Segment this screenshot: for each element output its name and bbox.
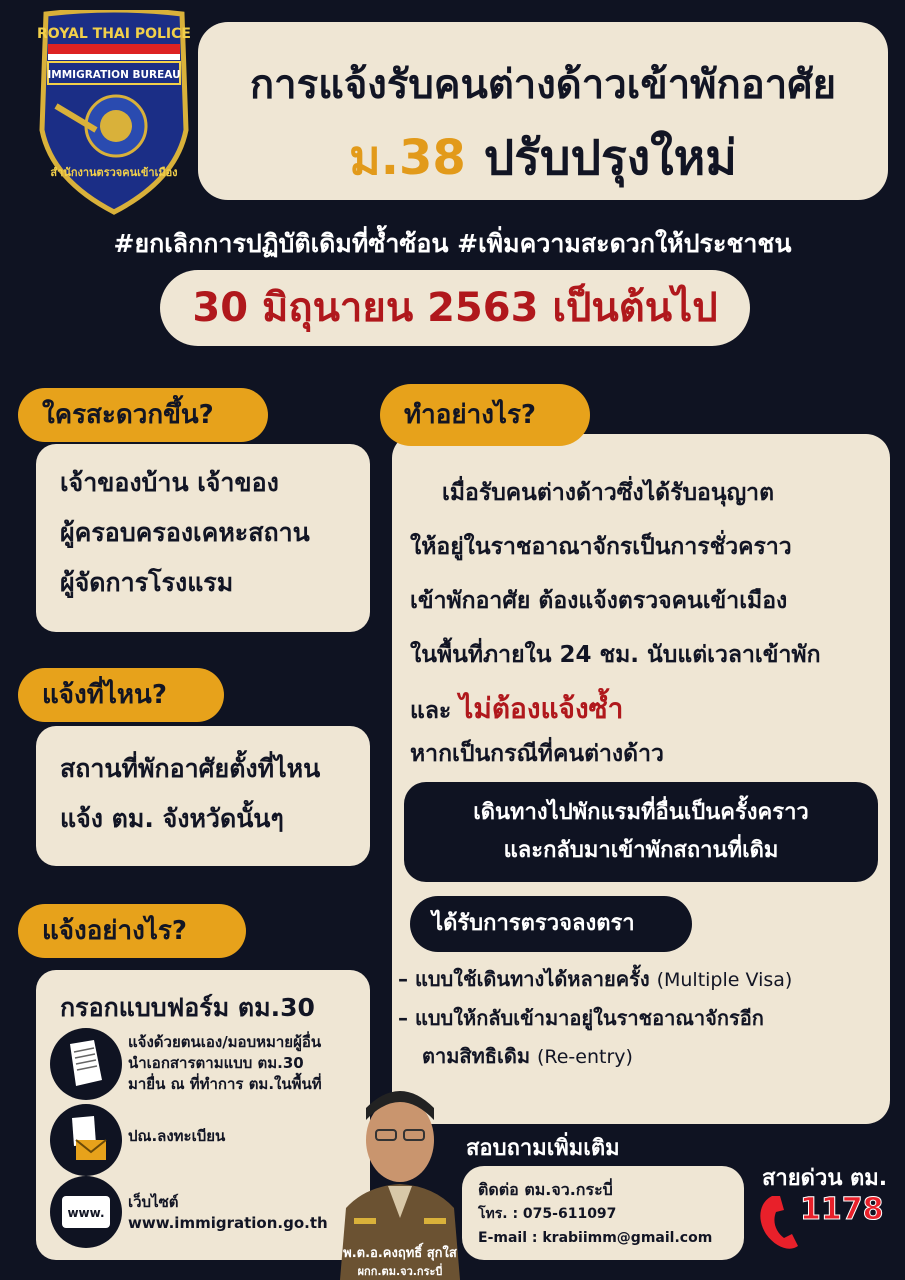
travel-condition-box — [404, 782, 878, 882]
how-line: ให้อยู่ในราชอาณาจักรเป็นการชั่วคราว — [410, 534, 792, 560]
how-line — [410, 682, 880, 738]
and-text: และ — [410, 698, 452, 724]
where-heading: แจ้งที่ไหน? — [18, 668, 224, 722]
visa-item — [398, 960, 888, 999]
visa-item-th: – แบบให้กลับเข้ามาอยู่ในราชอาณาจักรอีก — [398, 1006, 764, 1030]
form-panel — [36, 970, 370, 1260]
visa-item-en: (Multiple Visa) — [656, 969, 793, 991]
form-item-line: มายื่น ณ ที่ทำการ ตม.ในพื้นที่ — [128, 1075, 322, 1093]
hotline-number[interactable]: 1178 — [800, 1192, 884, 1227]
case-text: หากเป็นกรณีที่คนต่างด้าว — [410, 741, 664, 767]
effective-date: 30 มิถุนายน 2563 เป็นต้นไป — [160, 270, 750, 346]
visa-item-th: – แบบใช้เดินทางได้หลายครั้ง — [398, 967, 650, 991]
how-paragraph — [410, 466, 880, 738]
no-repeat-text: ไม่ต้องแจ้งซ้ำ — [459, 692, 624, 725]
contact-box — [462, 1166, 744, 1260]
document-icon — [50, 1028, 122, 1100]
how-panel — [392, 434, 890, 1124]
title-line-2 — [198, 120, 888, 196]
how-line: เข้าพักอาศัย ต้องแจ้งตรวจคนเข้าเมือง — [410, 588, 788, 614]
hotline-label: สายด่วน ตม. — [762, 1166, 888, 1191]
website-item-text — [128, 1192, 328, 1234]
visa-item-en: (Re-entry) — [536, 1046, 633, 1068]
visa-list — [398, 960, 888, 1076]
title-section-number: ม.38 — [349, 130, 466, 186]
title-line-1: การแจ้งรับคนต่างด้าวเข้าพักอาศัย — [249, 62, 837, 108]
who-heading: ใครสะดวกขึ้น? — [18, 388, 268, 442]
visa-item-th: ตามสิทธิเดิม — [422, 1044, 531, 1068]
how-line: เมื่อรับคนต่างด้าวซึ่งได้รับอนุญาต — [442, 480, 775, 506]
travel-condition-line: และกลับมาเข้าพักสถานที่เดิม — [503, 838, 779, 863]
who-line: เจ้าของบ้าน เจ้าของ — [60, 468, 279, 497]
badge-top-text: ROYAL THAI POLICE — [37, 26, 191, 42]
travel-condition-line: เดินทางไปพักแรมที่อื่นเป็นครั้งคราว — [473, 800, 809, 825]
who-line: ผู้ครอบครองเคหะสถาน — [60, 518, 310, 547]
hashtags: #ยกเลิกการปฏิบัติเดิมที่ซ้ำซ้อน #เพิ่มความสะดวกให้ประชาชน — [113, 229, 792, 258]
badge-thai-text: สำนักงานตรวจคนเข้าเมือง — [50, 166, 178, 179]
how-heading: ทำอย่างไร? — [380, 384, 590, 446]
title-line-2-rest: ปรับปรุงใหม่ — [483, 130, 737, 186]
officer-position: ผกก.ตม.จว.กระบี่ — [357, 1265, 443, 1278]
contact-phone[interactable]: โทร. : 075-611097 — [478, 1206, 617, 1222]
who-panel — [36, 444, 370, 632]
website-icon — [50, 1176, 122, 1248]
form-title: กรอกแบบฟอร์ม ตม.30 — [60, 993, 315, 1022]
visa-item — [398, 999, 888, 1037]
who-line: ผู้จัดการโรงแรม — [60, 568, 234, 597]
how-notify-heading: แจ้งอย่างไร? — [18, 904, 246, 958]
where-line: แจ้ง ตม. จังหวัดนั้นๆ — [60, 804, 284, 833]
website-icon-text: www. — [67, 1206, 105, 1220]
mail-item-text: ปณ.ลงทะเบียน — [128, 1127, 226, 1145]
visa-item — [398, 1037, 888, 1076]
form-item-text — [128, 1032, 322, 1095]
where-panel — [36, 726, 370, 866]
how-line: ในพื้นที่ภายใน 24 ชม. นับแต่เวลาเข้าพัก — [410, 642, 821, 668]
website-url[interactable]: www.immigration.go.th — [128, 1214, 328, 1232]
where-line: สถานที่พักอาศัยตั้งที่ไหน — [60, 754, 321, 783]
badge-ribbon-text: IMMIGRATION BUREAU — [47, 69, 181, 81]
contact-email[interactable]: E-mail : krabiimm@gmail.com — [478, 1230, 713, 1246]
mail-icon — [50, 1104, 122, 1176]
immigration-bureau-badge — [36, 10, 192, 215]
contact-office: ติดต่อ ตม.จว.กระบี่ — [478, 1180, 613, 1199]
officer-name: พ.ต.อ.คงฤทธิ์ สุกใส — [343, 1246, 457, 1261]
website-label: เว็บไซต์ — [128, 1193, 179, 1211]
form-item-line: แจ้งด้วยตนเอง/มอบหมายผู้อื่น — [128, 1033, 322, 1051]
form-item-line: นำเอกสารตามแบบ ตม.30 — [128, 1054, 304, 1072]
contact-heading: สอบถามเพิ่มเติม — [466, 1136, 620, 1161]
visa-heading: ได้รับการตรวจลงตรา — [410, 896, 692, 952]
title-box — [198, 22, 888, 200]
